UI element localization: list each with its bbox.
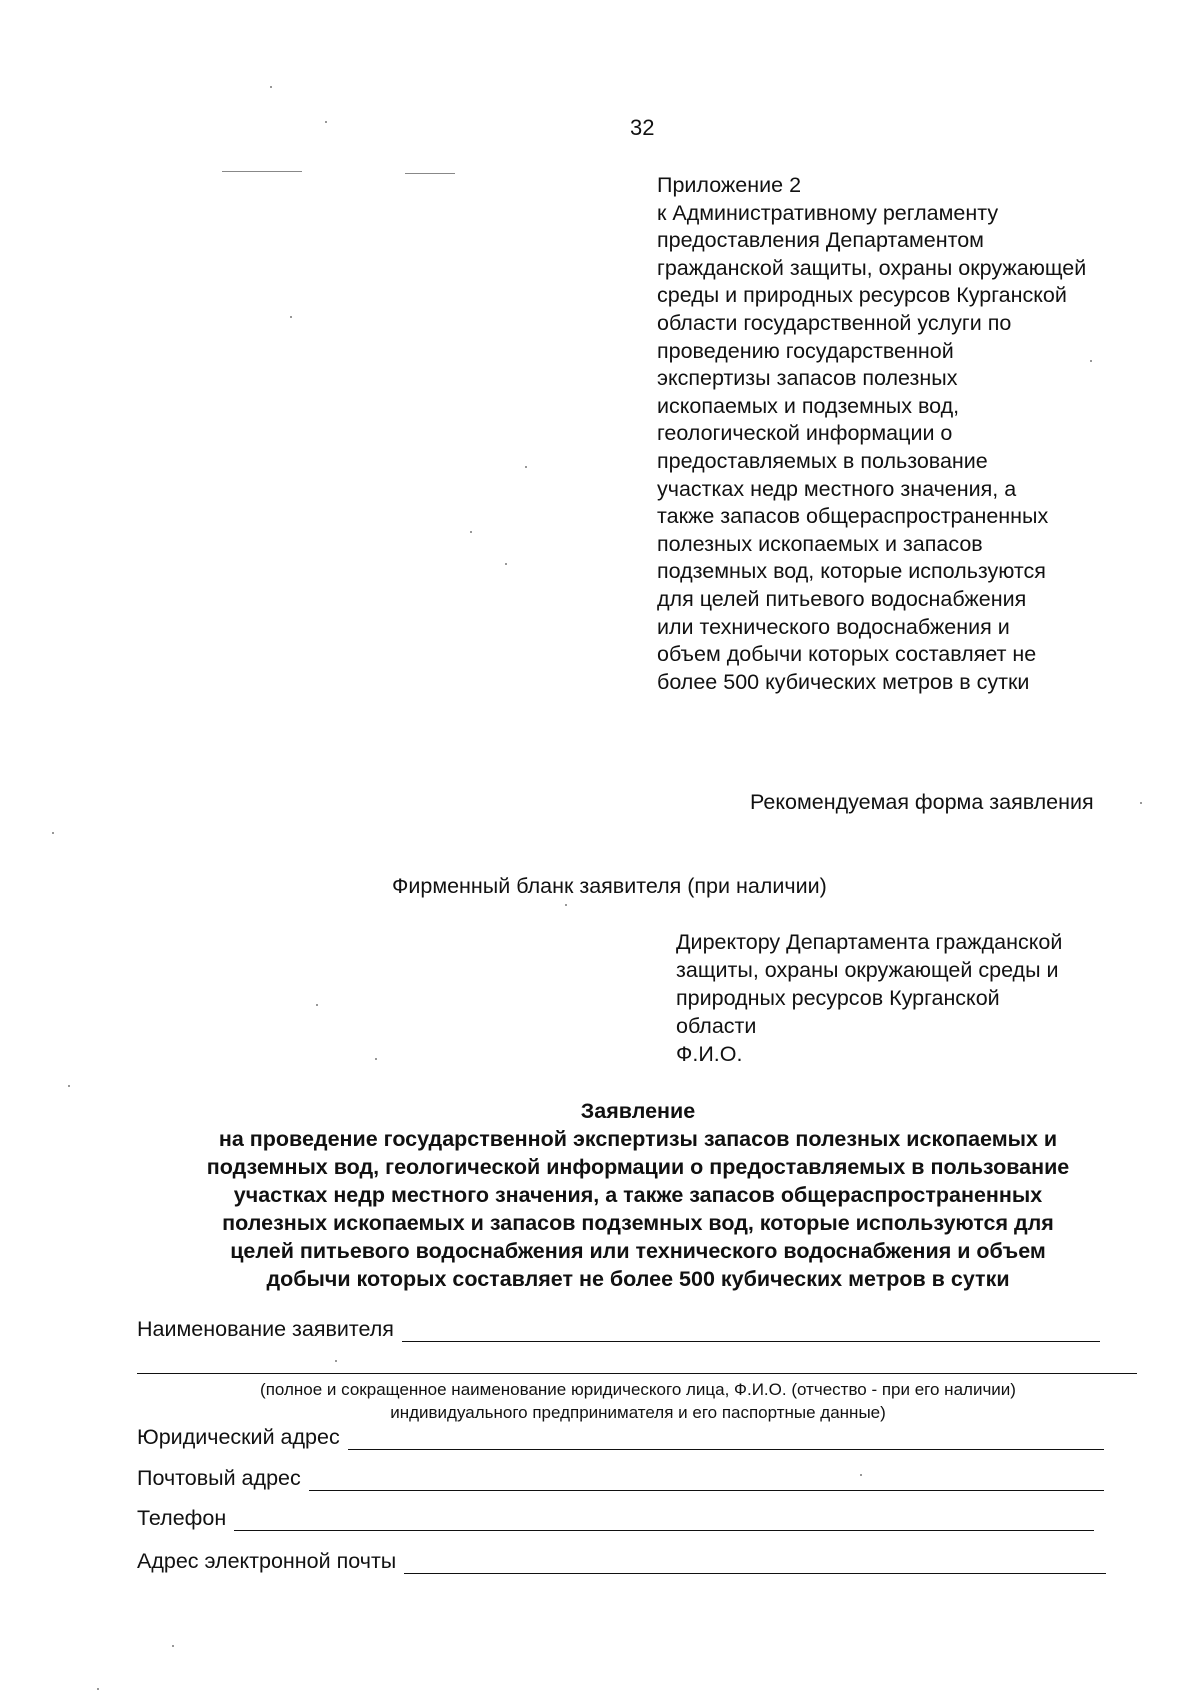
addressee-block (676, 928, 1062, 1068)
appendix-line: или технического водоснабжения и (657, 614, 1010, 639)
scan-artifact (290, 316, 292, 318)
scan-artifact (222, 171, 302, 172)
postal-address-label: Почтовый адрес (137, 1466, 301, 1490)
appendix-line: предоставления Департаментом (657, 228, 984, 253)
legal-address-field[interactable] (348, 1427, 1104, 1450)
scan-artifact (270, 86, 272, 88)
recommended-form-label: Рекомендуемая форма заявления (750, 790, 1094, 814)
scan-artifact (68, 1085, 70, 1087)
applicant-name-caption (0, 1378, 1200, 1424)
postal-address-row (137, 1466, 1104, 1491)
scan-artifact (405, 173, 455, 174)
applicant-name-row (137, 1317, 1100, 1342)
appendix-line: гражданской защиты, охраны окружающей (657, 255, 1087, 280)
email-row (137, 1549, 1106, 1574)
scan-artifact (335, 1360, 337, 1362)
statement-line: участках недр местного значения, а также запасов общераспространенных (233, 1183, 1043, 1207)
appendix-line: полезных ископаемых и запасов (657, 531, 983, 556)
scan-artifact (97, 1688, 99, 1690)
scan-artifact (172, 1645, 174, 1647)
statement-line: целей питьевого водоснабжения или технического водоснабжения и объем (230, 1239, 1046, 1263)
scan-artifact (505, 563, 507, 565)
addressee-line: области (676, 1014, 757, 1038)
addressee-line: защиты, охраны окружающей среды и (676, 958, 1059, 982)
applicant-name-label: Наименование заявителя (137, 1317, 394, 1341)
statement-line: подземных вод, геологической информации о предоставляемых в пользование (206, 1155, 1070, 1179)
legal-address-row (137, 1425, 1104, 1450)
statement-title: Заявление (580, 1099, 696, 1123)
appendix-line: области государственной услуги по (657, 310, 1012, 335)
phone-label: Телефон (137, 1506, 227, 1530)
scan-artifact (52, 832, 54, 834)
legal-address-label: Юридический адрес (137, 1425, 340, 1449)
email-field[interactable] (404, 1551, 1106, 1574)
addressee-line: Директору Департамента гражданской (676, 930, 1063, 954)
appendix-line: проведению государственной (657, 338, 954, 363)
appendix-line: к Административному регламенту (657, 200, 999, 225)
appendix-line: предоставляемых в пользование (657, 448, 988, 473)
page-number: 32 (630, 115, 655, 140)
caption-line: (полное и сокращенное наименование юридического лица, Ф.И.О. (отчество - при его наличии) (260, 1380, 1016, 1399)
statement-line: полезных ископаемых и запасов подземных вод, которые используются для (222, 1211, 1054, 1235)
statement-line: добычи которых составляет не более 500 кубических метров в сутки (266, 1267, 1010, 1291)
statement-line: на проведение государственной экспертизы запасов полезных ископаемых и (218, 1127, 1058, 1151)
appendix-line: для целей питьевого водоснабжения (657, 586, 1027, 611)
scan-artifact (316, 1004, 318, 1006)
appendix-line: объем добычи которых составляет не (657, 642, 1037, 667)
scan-artifact (525, 466, 527, 468)
appendix-line: экспертизы запасов полезных (657, 366, 958, 391)
applicant-name-field[interactable] (402, 1319, 1100, 1342)
letterhead-note: Фирменный бланк заявителя (при наличии) (392, 874, 827, 898)
email-label: Адрес электронной почты (137, 1549, 397, 1573)
appendix-note (657, 172, 1127, 696)
postal-address-field[interactable] (309, 1468, 1104, 1491)
appendix-line: более 500 кубических метров в сутки (657, 669, 1030, 694)
appendix-line: среды и природных ресурсов Курганской (657, 283, 1067, 308)
addressee-line: Ф.И.О. (676, 1042, 743, 1066)
appendix-line: также запасов общераспространенных (657, 504, 1049, 529)
phone-field[interactable] (234, 1508, 1094, 1531)
statement-heading (0, 1125, 1200, 1293)
scan-artifact (375, 1058, 377, 1060)
appendix-line: участках недр местного значения, а (657, 476, 1017, 501)
appendix-line: геологической информации о (657, 421, 953, 446)
caption-line: индивидуального предпринимателя и его паспортные данные) (390, 1403, 886, 1422)
applicant-name-field-continued[interactable] (137, 1373, 1137, 1374)
scan-artifact (1140, 802, 1142, 804)
scan-artifact (565, 904, 567, 906)
scan-artifact (325, 121, 327, 123)
appendix-line: ископаемых и подземных вод, (657, 393, 960, 418)
appendix-line: подземных вод, которые используются (657, 559, 1046, 584)
appendix-line: Приложение 2 (657, 173, 802, 197)
scan-artifact (470, 531, 472, 533)
addressee-line: природных ресурсов Курганской (676, 986, 1000, 1010)
phone-row (137, 1506, 1094, 1531)
